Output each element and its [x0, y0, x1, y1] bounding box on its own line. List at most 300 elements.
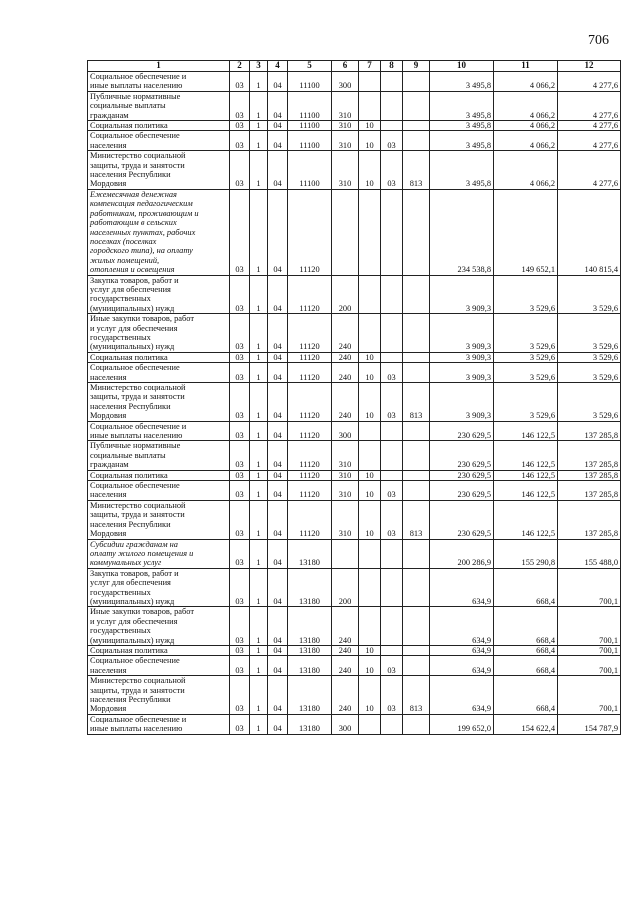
- row-name-text: Социальное обеспечение населения: [90, 131, 180, 150]
- amount-col-12: 700,1: [558, 645, 621, 655]
- code-col-6: 240: [332, 383, 359, 422]
- table-row: [88, 72, 621, 92]
- amount-col-10: 199 652,0: [430, 714, 494, 734]
- code-col-2: 03: [230, 314, 250, 353]
- amount-col-11: 3 529,6: [494, 314, 558, 353]
- row-name-text: Министерство социальной защиты, труда и занятости населения Республики Мордовия: [90, 383, 186, 421]
- code-col-9: [403, 470, 430, 480]
- amount-col-10: 3 909,3: [430, 352, 494, 362]
- code-col-2: 03: [230, 645, 250, 655]
- amount-col-12: 4 277,6: [558, 121, 621, 131]
- code-col-5: 11120: [288, 363, 332, 383]
- amount-col-12: 700,1: [558, 607, 621, 646]
- code-col-3: 1: [250, 189, 268, 275]
- code-col-5: 13180: [288, 656, 332, 676]
- code-col-7: 10: [359, 151, 381, 190]
- table-row: [88, 645, 621, 655]
- code-col-8: [381, 352, 403, 362]
- row-name: [88, 568, 230, 607]
- code-col-5: 11120: [288, 481, 332, 501]
- amount-col-11: 149 652,1: [494, 189, 558, 275]
- amount-col-11: 3 529,6: [494, 363, 558, 383]
- code-col-6: 310: [332, 121, 359, 131]
- code-col-6: [332, 189, 359, 275]
- code-col-9: [403, 568, 430, 607]
- row-name: [88, 121, 230, 131]
- row-name-text: Иные закупки товаров, работ и услуг для обеспечения государственных (муниципальных) нужд: [90, 607, 194, 645]
- code-col-2: 03: [230, 656, 250, 676]
- code-col-5: 11120: [288, 421, 332, 441]
- amount-col-10: 3 909,3: [430, 383, 494, 422]
- table-row: [88, 352, 621, 362]
- code-col-2: 03: [230, 470, 250, 480]
- row-name: [88, 352, 230, 362]
- code-col-2: 03: [230, 441, 250, 470]
- code-col-7: 10: [359, 363, 381, 383]
- amount-col-11: 146 122,5: [494, 441, 558, 470]
- code-col-4: 04: [268, 72, 288, 92]
- amount-col-12: 155 488,0: [558, 539, 621, 568]
- row-name: [88, 500, 230, 539]
- code-col-7: [359, 421, 381, 441]
- code-col-4: 04: [268, 500, 288, 539]
- code-col-9: [403, 363, 430, 383]
- amount-col-10: 200 286,9: [430, 539, 494, 568]
- code-col-4: 04: [268, 481, 288, 501]
- code-col-2: 03: [230, 500, 250, 539]
- code-col-2: 03: [230, 607, 250, 646]
- code-col-7: [359, 539, 381, 568]
- code-col-4: 04: [268, 441, 288, 470]
- amount-col-10: 234 538,8: [430, 189, 494, 275]
- amount-col-10: 230 629,5: [430, 441, 494, 470]
- code-col-6: 240: [332, 607, 359, 646]
- column-header-1: 1: [88, 61, 230, 72]
- row-name-text: Социальное обеспечение населения: [90, 481, 180, 500]
- code-col-3: 1: [250, 500, 268, 539]
- row-name: [88, 363, 230, 383]
- code-col-4: 04: [268, 645, 288, 655]
- row-name: [88, 72, 230, 92]
- code-col-4: 04: [268, 91, 288, 120]
- column-header-4: 4: [268, 61, 288, 72]
- code-col-9: [403, 314, 430, 353]
- amount-col-10: 230 629,5: [430, 421, 494, 441]
- amount-col-11: 4 066,2: [494, 121, 558, 131]
- code-col-4: 04: [268, 607, 288, 646]
- code-col-3: 1: [250, 352, 268, 362]
- row-name-text: Публичные нормативные социальные выплаты гражданам: [90, 91, 181, 120]
- row-name-text: Министерство социальной защиты, труда и занятости населения Республики Мордовия: [90, 151, 186, 189]
- amount-col-11: 3 529,6: [494, 275, 558, 314]
- amount-col-12: 3 529,6: [558, 363, 621, 383]
- row-name-text: Министерство социальной защиты, труда и занятости населения Республики Мордовия: [90, 500, 186, 539]
- amount-col-11: 3 529,6: [494, 352, 558, 362]
- code-col-9: [403, 131, 430, 151]
- header-row: [88, 61, 621, 72]
- table-row: [88, 481, 621, 501]
- amount-col-11: 668,4: [494, 676, 558, 715]
- code-col-3: 1: [250, 441, 268, 470]
- code-col-9: [403, 645, 430, 655]
- code-col-8: 03: [381, 656, 403, 676]
- amount-col-12: 700,1: [558, 676, 621, 715]
- amount-col-11: 668,4: [494, 568, 558, 607]
- table-row: [88, 189, 621, 275]
- code-col-2: 03: [230, 363, 250, 383]
- code-col-2: 03: [230, 91, 250, 120]
- code-col-4: 04: [268, 676, 288, 715]
- code-col-9: [403, 352, 430, 362]
- table-row: [88, 568, 621, 607]
- code-col-3: 1: [250, 656, 268, 676]
- code-col-9: [403, 275, 430, 314]
- code-col-3: 1: [250, 72, 268, 92]
- table-row: [88, 676, 621, 715]
- code-col-6: 310: [332, 500, 359, 539]
- amount-col-10: 230 629,5: [430, 470, 494, 480]
- code-col-6: 300: [332, 421, 359, 441]
- code-col-8: 03: [381, 500, 403, 539]
- amount-col-10: 634,9: [430, 656, 494, 676]
- code-col-8: 03: [381, 676, 403, 715]
- code-col-9: [403, 714, 430, 734]
- code-col-5: 11120: [288, 189, 332, 275]
- code-col-4: 04: [268, 470, 288, 480]
- code-col-8: [381, 91, 403, 120]
- amount-col-10: 3 495,8: [430, 121, 494, 131]
- code-col-3: 1: [250, 383, 268, 422]
- code-col-7: 10: [359, 383, 381, 422]
- amount-col-10: 3 909,3: [430, 314, 494, 353]
- amount-col-11: 146 122,5: [494, 481, 558, 501]
- table-row: [88, 470, 621, 480]
- code-col-7: 10: [359, 645, 381, 655]
- column-header-6: 6: [332, 61, 359, 72]
- code-col-4: 04: [268, 568, 288, 607]
- code-col-8: [381, 714, 403, 734]
- code-col-5: 11100: [288, 131, 332, 151]
- row-name-text: Социальная политика: [90, 645, 168, 655]
- code-col-3: 1: [250, 539, 268, 568]
- code-col-3: 1: [250, 421, 268, 441]
- table-row: [88, 91, 621, 120]
- code-col-8: [381, 72, 403, 92]
- amount-col-10: 634,9: [430, 645, 494, 655]
- amount-col-11: 4 066,2: [494, 72, 558, 92]
- table-row: [88, 131, 621, 151]
- code-col-3: 1: [250, 714, 268, 734]
- code-col-4: 04: [268, 656, 288, 676]
- amount-col-10: 230 629,5: [430, 500, 494, 539]
- table-row: [88, 539, 621, 568]
- code-col-9: [403, 441, 430, 470]
- code-col-6: 240: [332, 656, 359, 676]
- row-name: [88, 189, 230, 275]
- code-col-9: [403, 481, 430, 501]
- table-row: [88, 656, 621, 676]
- amount-col-11: 3 529,6: [494, 383, 558, 422]
- code-col-7: [359, 607, 381, 646]
- code-col-4: 04: [268, 314, 288, 353]
- amount-col-10: 634,9: [430, 607, 494, 646]
- code-col-8: [381, 275, 403, 314]
- code-col-5: 11100: [288, 72, 332, 92]
- code-col-3: 1: [250, 645, 268, 655]
- code-col-3: 1: [250, 568, 268, 607]
- amount-col-12: 3 529,6: [558, 352, 621, 362]
- code-col-5: 11120: [288, 314, 332, 353]
- code-col-6: 310: [332, 441, 359, 470]
- code-col-6: 310: [332, 151, 359, 190]
- code-col-3: 1: [250, 481, 268, 501]
- row-name-text: Министерство социальной защиты, труда и занятости населения Республики Мордовия: [90, 676, 186, 714]
- amount-col-12: 4 277,6: [558, 72, 621, 92]
- row-name: [88, 441, 230, 470]
- row-name-text: Публичные нормативные социальные выплаты гражданам: [90, 441, 181, 470]
- code-col-8: 03: [381, 383, 403, 422]
- code-col-8: [381, 539, 403, 568]
- row-name-text: Иные закупки товаров, работ и услуг для обеспечения государственных (муниципальных) нужд: [90, 314, 194, 352]
- code-col-8: [381, 121, 403, 131]
- row-name-text: Социальное обеспечение и иные выплаты населению: [90, 714, 187, 734]
- column-header-9: 9: [403, 61, 430, 72]
- code-col-9: 813: [403, 676, 430, 715]
- code-col-9: [403, 72, 430, 92]
- row-name-text: Социальная политика: [90, 352, 168, 362]
- code-col-4: 04: [268, 539, 288, 568]
- code-col-8: 03: [381, 481, 403, 501]
- code-col-9: [403, 607, 430, 646]
- row-name-text: Ежемесячная денежная компенсация педагогическим работникам, проживающим и работающим в сельских населенных пунктах, рабочих поселках (поселках городского типа), на оплату жилых помещений, отопления и освещения: [90, 189, 199, 275]
- code-col-5: 11120: [288, 275, 332, 314]
- code-col-8: 03: [381, 363, 403, 383]
- column-header-10: 10: [430, 61, 494, 72]
- amount-col-12: 137 285,8: [558, 470, 621, 480]
- code-col-9: [403, 539, 430, 568]
- code-col-2: 03: [230, 131, 250, 151]
- amount-col-11: 146 122,5: [494, 421, 558, 441]
- column-header-5: 5: [288, 61, 332, 72]
- code-col-8: [381, 441, 403, 470]
- code-col-6: 300: [332, 72, 359, 92]
- amount-col-11: 146 122,5: [494, 470, 558, 480]
- code-col-8: [381, 607, 403, 646]
- code-col-6: 200: [332, 568, 359, 607]
- amount-col-11: 146 122,5: [494, 500, 558, 539]
- table-body: [88, 61, 621, 735]
- code-col-7: [359, 72, 381, 92]
- row-name: [88, 275, 230, 314]
- code-col-6: 310: [332, 91, 359, 120]
- row-name-text: Социальное обеспечение и иные выплаты населению: [90, 72, 187, 91]
- code-col-5: 11120: [288, 470, 332, 480]
- amount-col-12: 137 285,8: [558, 421, 621, 441]
- column-header-3: 3: [250, 61, 268, 72]
- code-col-8: [381, 189, 403, 275]
- budget-table: [87, 60, 621, 735]
- amount-col-11: 4 066,2: [494, 131, 558, 151]
- code-col-4: 04: [268, 151, 288, 190]
- amount-col-11: 4 066,2: [494, 151, 558, 190]
- row-name: [88, 539, 230, 568]
- row-name: [88, 151, 230, 190]
- table-row: [88, 275, 621, 314]
- code-col-9: [403, 189, 430, 275]
- row-name: [88, 481, 230, 501]
- code-col-9: [403, 656, 430, 676]
- code-col-9: 813: [403, 151, 430, 190]
- code-col-6: 310: [332, 470, 359, 480]
- amount-col-12: 3 529,6: [558, 383, 621, 422]
- code-col-8: [381, 645, 403, 655]
- row-name: [88, 645, 230, 655]
- amount-col-11: 154 622,4: [494, 714, 558, 734]
- row-name-text: Закупка товаров, работ и услуг для обеспечения государственных (муниципальных) нужд: [90, 568, 179, 606]
- code-col-7: 10: [359, 131, 381, 151]
- code-col-3: 1: [250, 676, 268, 715]
- amount-col-12: 700,1: [558, 568, 621, 607]
- amount-col-10: 3 495,8: [430, 131, 494, 151]
- code-col-7: [359, 441, 381, 470]
- amount-col-12: 3 529,6: [558, 275, 621, 314]
- code-col-2: 03: [230, 189, 250, 275]
- column-header-2: 2: [230, 61, 250, 72]
- table-row: [88, 607, 621, 646]
- amount-col-12: 700,1: [558, 656, 621, 676]
- code-col-3: 1: [250, 121, 268, 131]
- row-name-text: Социальное обеспечение и иные выплаты населению: [90, 421, 187, 441]
- code-col-8: 03: [381, 131, 403, 151]
- code-col-4: 04: [268, 189, 288, 275]
- code-col-7: 10: [359, 121, 381, 131]
- amount-col-11: 668,4: [494, 607, 558, 646]
- table-row: [88, 421, 621, 441]
- code-col-5: 11120: [288, 352, 332, 362]
- row-name-text: Социальная политика: [90, 470, 168, 480]
- code-col-2: 03: [230, 151, 250, 190]
- code-col-4: 04: [268, 383, 288, 422]
- code-col-8: [381, 568, 403, 607]
- code-col-5: 13180: [288, 568, 332, 607]
- code-col-5: 11100: [288, 151, 332, 190]
- code-col-5: 11100: [288, 91, 332, 120]
- column-header-12: 12: [558, 61, 621, 72]
- code-col-7: [359, 714, 381, 734]
- code-col-4: 04: [268, 421, 288, 441]
- amount-col-12: 137 285,8: [558, 441, 621, 470]
- amount-col-11: 4 066,2: [494, 91, 558, 120]
- amount-col-12: 4 277,6: [558, 131, 621, 151]
- table-row: [88, 121, 621, 131]
- code-col-8: 03: [381, 151, 403, 190]
- row-name: [88, 714, 230, 734]
- code-col-4: 04: [268, 275, 288, 314]
- code-col-9: [403, 421, 430, 441]
- code-col-2: 03: [230, 72, 250, 92]
- code-col-3: 1: [250, 91, 268, 120]
- amount-col-12: 154 787,9: [558, 714, 621, 734]
- row-name: [88, 607, 230, 646]
- row-name-text: Закупка товаров, работ и услуг для обеспечения государственных (муниципальных) нужд: [90, 275, 179, 313]
- code-col-7: [359, 275, 381, 314]
- column-header-11: 11: [494, 61, 558, 72]
- code-col-3: 1: [250, 607, 268, 646]
- code-col-7: 10: [359, 470, 381, 480]
- table-row: [88, 314, 621, 353]
- code-col-5: 13180: [288, 539, 332, 568]
- code-col-9: 813: [403, 383, 430, 422]
- code-col-9: 813: [403, 500, 430, 539]
- table-row: [88, 714, 621, 734]
- amount-col-12: 137 285,8: [558, 481, 621, 501]
- code-col-2: 03: [230, 481, 250, 501]
- amount-col-10: 230 629,5: [430, 481, 494, 501]
- column-header-7: 7: [359, 61, 381, 72]
- row-name-text: Социальное обеспечение населения: [90, 656, 180, 675]
- row-name: [88, 383, 230, 422]
- code-col-6: 240: [332, 352, 359, 362]
- code-col-5: 13180: [288, 714, 332, 734]
- row-name: [88, 470, 230, 480]
- code-col-2: 03: [230, 383, 250, 422]
- code-col-8: [381, 470, 403, 480]
- code-col-6: 240: [332, 363, 359, 383]
- code-col-3: 1: [250, 363, 268, 383]
- code-col-7: 10: [359, 656, 381, 676]
- row-name: [88, 131, 230, 151]
- code-col-8: [381, 314, 403, 353]
- code-col-2: 03: [230, 676, 250, 715]
- code-col-6: 200: [332, 275, 359, 314]
- table-row: [88, 441, 621, 470]
- code-col-5: 13180: [288, 676, 332, 715]
- amount-col-10: 634,9: [430, 568, 494, 607]
- code-col-2: 03: [230, 352, 250, 362]
- code-col-7: [359, 568, 381, 607]
- amount-col-10: 3 909,3: [430, 275, 494, 314]
- code-col-3: 1: [250, 470, 268, 480]
- table-row: [88, 151, 621, 190]
- code-col-2: 03: [230, 275, 250, 314]
- row-name: [88, 676, 230, 715]
- amount-col-12: 140 815,4: [558, 189, 621, 275]
- code-col-2: 03: [230, 714, 250, 734]
- code-col-7: [359, 189, 381, 275]
- row-name: [88, 91, 230, 120]
- code-col-2: 03: [230, 121, 250, 131]
- amount-col-12: 137 285,8: [558, 500, 621, 539]
- code-col-4: 04: [268, 131, 288, 151]
- code-col-8: [381, 421, 403, 441]
- code-col-5: 11120: [288, 383, 332, 422]
- code-col-6: 240: [332, 676, 359, 715]
- row-name: [88, 314, 230, 353]
- code-col-5: 11120: [288, 500, 332, 539]
- amount-col-10: 3 909,3: [430, 363, 494, 383]
- code-col-4: 04: [268, 363, 288, 383]
- amount-col-10: 3 495,8: [430, 91, 494, 120]
- row-name-text: Субсидии гражданам на оплату жилого помещения и коммунальных услуг: [90, 539, 194, 568]
- amount-col-11: 668,4: [494, 645, 558, 655]
- code-col-6: 310: [332, 131, 359, 151]
- row-name-text: Социальная политика: [90, 121, 168, 131]
- amount-col-10: 634,9: [430, 676, 494, 715]
- code-col-2: 03: [230, 421, 250, 441]
- code-col-4: 04: [268, 121, 288, 131]
- amount-col-10: 3 495,8: [430, 151, 494, 190]
- amount-col-11: 668,4: [494, 656, 558, 676]
